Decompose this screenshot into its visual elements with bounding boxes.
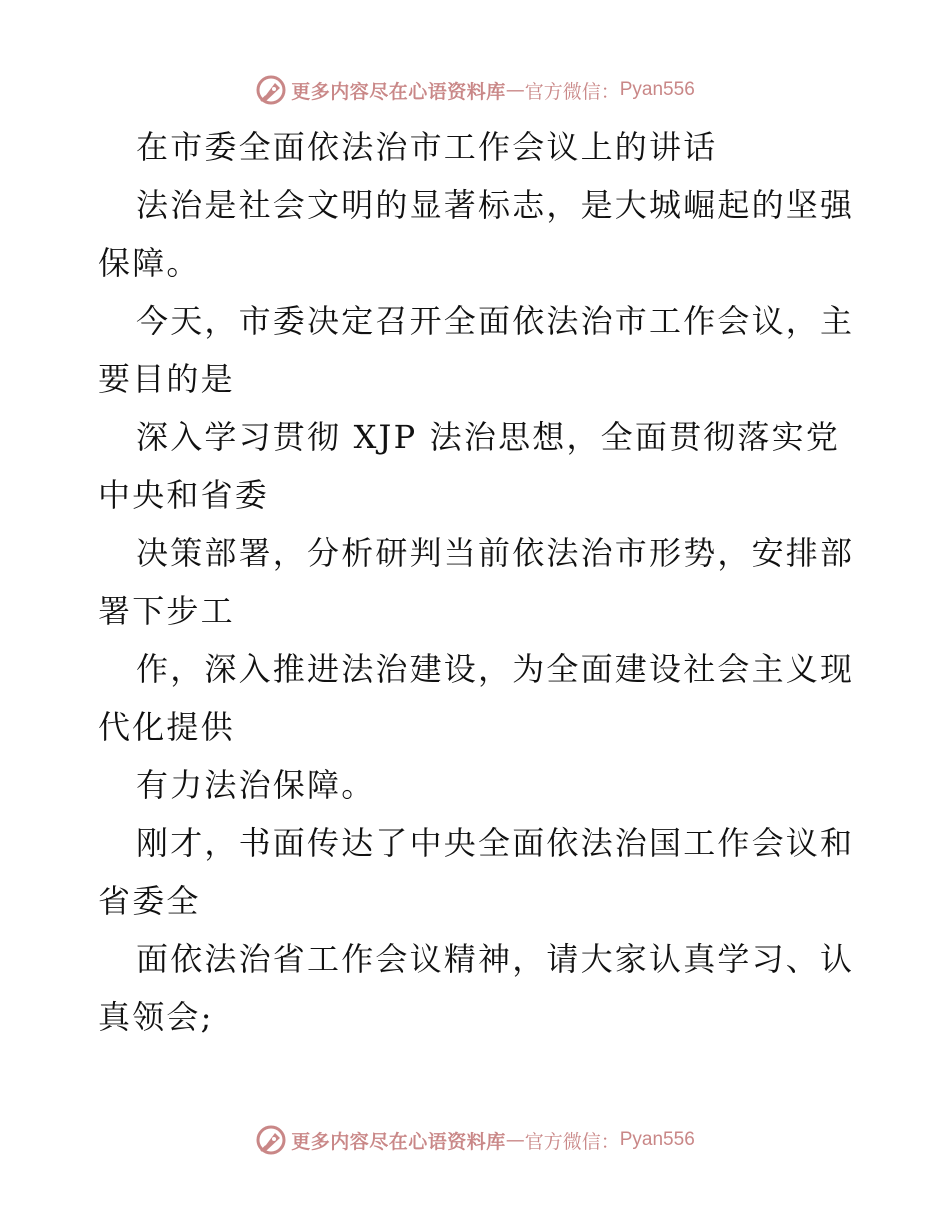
paragraph-line: 代化提供 — [98, 708, 235, 746]
banner-wechat-id: Pyan556 — [619, 79, 695, 100]
paragraph-line: 今天，市委决定召开全面依法治市工作会议，主 — [136, 302, 855, 340]
pen-nib-logo-icon — [255, 1124, 287, 1156]
paragraph-line: 省委全 — [98, 882, 201, 920]
footer-banner — [0, 1120, 950, 1160]
banner-wechat-label: 官方微信： — [524, 1130, 620, 1153]
paragraph-line: 深入学习贯彻 XJP 法治思想，全面贯彻落实党 — [136, 418, 841, 456]
paragraph-line: 真领会; — [98, 998, 214, 1036]
paragraph-line: 决策部署，分析研判当前依法治市形势，安排部 — [136, 534, 855, 572]
banner-text: 更多内容尽在心语资料库 — [291, 80, 506, 103]
paragraph-line: 保障。 — [98, 244, 201, 282]
document-body — [98, 118, 858, 1046]
paragraph-line: 法治是社会文明的显著标志，是大城崛起的坚强 — [136, 186, 855, 224]
banner-wechat-id: Pyan556 — [619, 1129, 695, 1150]
paragraph-line: 中央和省委 — [98, 476, 270, 514]
banner-dash: — — [505, 79, 525, 101]
paragraph-line: 面依法治省工作会议精神，请大家认真学习、认 — [136, 940, 855, 978]
paragraph-line: 署下步工 — [98, 592, 235, 630]
banner-dash: — — [505, 1129, 525, 1151]
banner-wechat-label: 官方微信： — [524, 80, 620, 103]
paragraph-line: 刚才，书面传达了中央全面依法治国工作会议和 — [136, 824, 855, 862]
pen-nib-logo-icon — [255, 74, 287, 106]
document-title: 在市委全面依法治市工作会议上的讲话 — [136, 128, 718, 166]
paragraph-line: 作，深入推进法治建设，为全面建设社会主义现 — [136, 650, 855, 688]
paragraph-line: 要目的是 — [98, 360, 235, 398]
paragraph-line: 有力法治保障。 — [136, 766, 376, 804]
header-banner — [0, 70, 950, 110]
banner-text: 更多内容尽在心语资料库 — [291, 1130, 506, 1153]
